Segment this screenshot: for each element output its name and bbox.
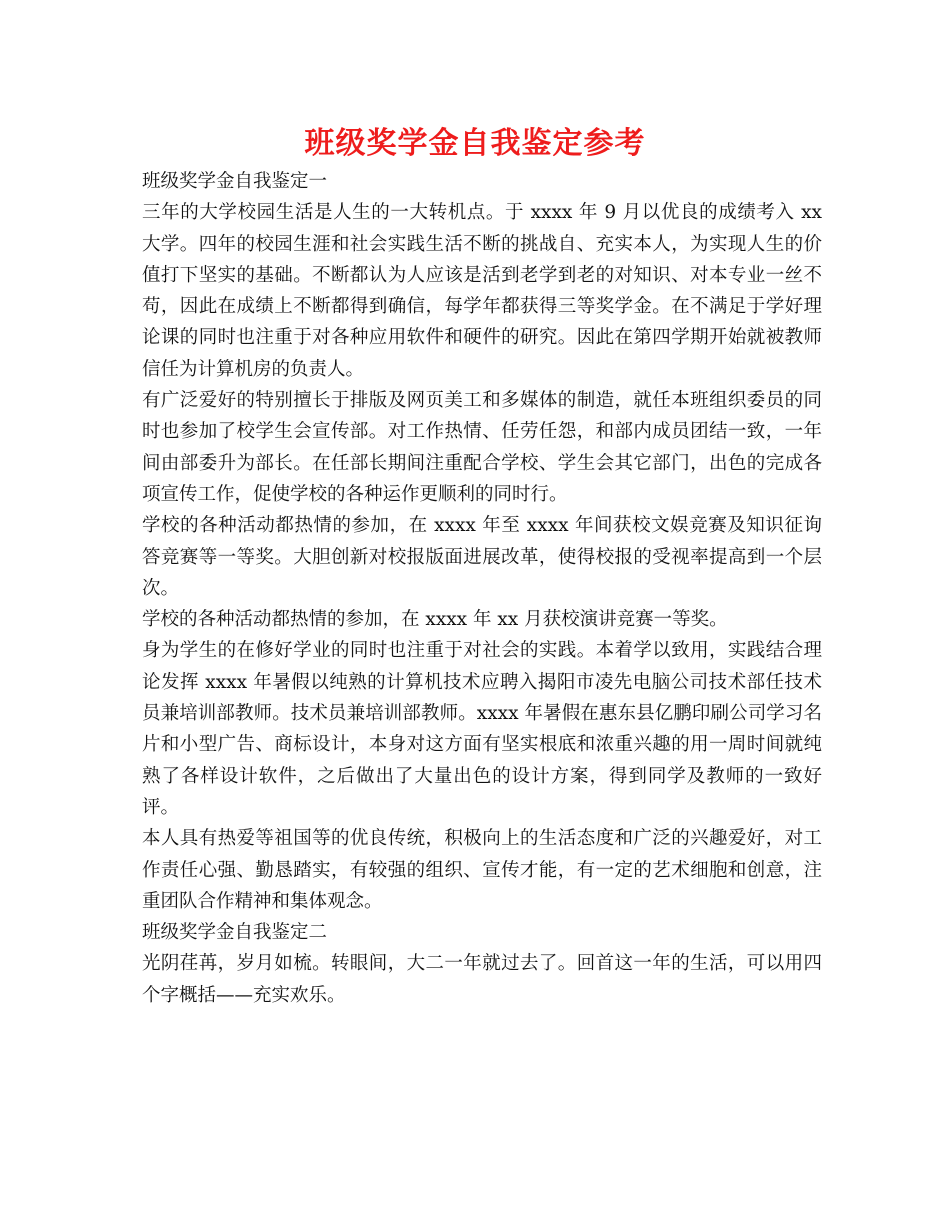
paragraph-2: 有广泛爱好的特别擅长于排版及网页美工和多媒体的制造，就任本班组织委员的同时也参加了校学生会宣传部。对工作热情、任劳任怨，和部内成员团结一致，一年间由部委升为部长。在任部长期间注重配合学校、学生会其它部门，出色的完成各项宣传工作，促使学校的各种运作更顺利的同时行。: [142, 390, 822, 505]
paragraph-6: 本人具有热爱等祖国等的优良传统，积极向上的生活态度和广泛的兴趣爱好，对工作责任心强、勤恳踏实，有较强的组织、宣传才能，有一定的艺术细胞和创意，注重团队合作精神和集体观念。: [142, 828, 822, 912]
paragraph-5: 身为学生的在修好学业的同时也注重于对社会的实践。本着学以致用，实践结合理论发挥 xxxx 年暑假以纯熟的计算机技术应聘入揭阳市凌先电脑公司技术部任技术员兼培训部教师。技术员兼培训部教师。xxxx 年暑假在惠东县亿鹏印刷公司学习名片和小型广告、商标设计，本身对这方面有坚实根底和浓重兴趣的用一周时间就纯熟了各样设计软件，之后做出了大量出色的设计方案，得到同学及教师的一致好评。: [142, 640, 822, 818]
paragraph-7: 光阴荏苒，岁月如梳。转眼间，大二一年就过去了。回首这一年的生活，可以用四个字概括——充实欢乐。: [142, 953, 822, 1006]
section-heading-1: 班级奖学金自我鉴定一: [142, 171, 328, 192]
paragraph-3: 学校的各种活动都热情的参加，在 xxxx 年至 xxxx 年间获校文娱竞赛及知识征询答竞赛等一等奖。大胆创新对校报版面进展改革，使得校报的受视率提高到一个层次。: [142, 515, 822, 599]
paragraph-4: 学校的各种活动都热情的参加，在 xxxx 年 xx 月获校演讲竞赛一等奖。: [142, 609, 728, 631]
section-heading-2: 班级奖学金自我鉴定二: [142, 922, 328, 944]
document-title: 班级奖学金自我鉴定参考: [304, 126, 646, 161]
paragraph-1: 三年的大学校园生活是人生的一大转机点。于 xxxx 年 9 月以优良的成绩考入 xx 大学。四年的校园生涯和社会实践生活不断的挑战自、充实本人，为实现人生的价值打下坚实的基础。不断都认为人应该是活到老学到老的对知识、对本专业一丝不苟，因此在成绩上不断都得到确信，每学年都获得三等奖学金。在不满足于学好理论课的同时也注重于对各种应用软件和硬件的研究。因此在第四学期开始就被教师信任为计算机房的负责人。: [142, 202, 822, 380]
document-body: [142, 166, 822, 1011]
